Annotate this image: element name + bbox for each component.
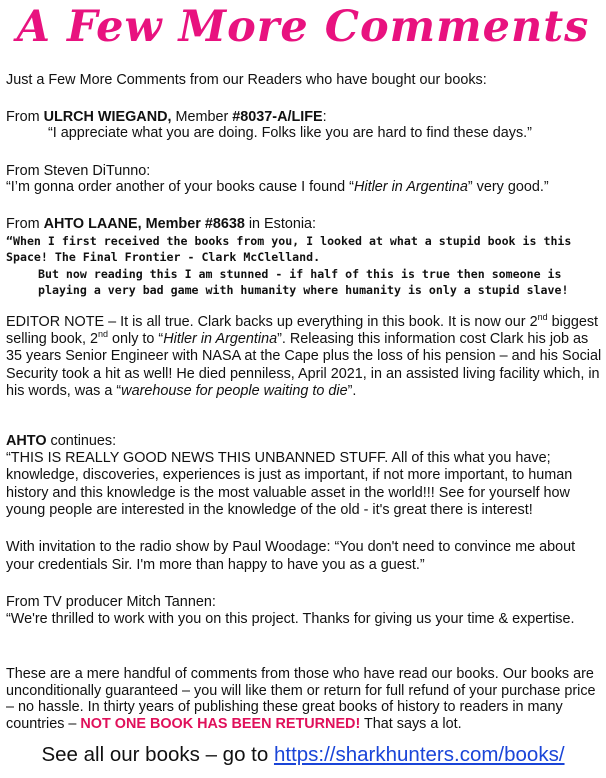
colon: :	[322, 109, 327, 125]
tannen-heading: From TV producer Mitch Tannen:	[6, 594, 216, 610]
comment-laane-heading	[6, 216, 602, 233]
from-label: From	[6, 216, 44, 232]
place: in Estonia:	[244, 216, 317, 232]
book-title: Hitler in Argentina	[353, 179, 468, 195]
superscript: nd	[537, 312, 548, 323]
editor-text: ”.	[347, 382, 357, 399]
comment-ditunno-quote	[6, 179, 602, 196]
comment-laane-quote	[6, 233, 602, 298]
quote-paragraph: “When I first received the books from you, I looked at what a stupid book is this Space! The Final Frontier - Clark McClelland.	[6, 234, 572, 265]
editor-text: EDITOR NOTE – It is all true. Clark backs up everything in this book. It is now our 2	[6, 314, 538, 330]
footer-text: See all our books – go to	[41, 743, 274, 766]
quoted-phrase: warehouse for people waiting to die	[121, 382, 348, 399]
editor-note	[6, 314, 602, 400]
comment-wiegand-quote: “I appreciate what you are doing. Folks like you are hard to find these days.”	[48, 125, 532, 141]
closing-text: These are a mere handful of comments from those who have read our books. Our books are unconditionally guaranteed – you will like them or return for full refund of your purchase price – no hassle. In thirty years of publishing these great books of history to readers in many countries –	[6, 666, 596, 732]
closing-text: That says a lot.	[360, 715, 462, 732]
tannen-quote: “We're thrilled to work with you on this project. Thanks for giving us your time & expertise.	[6, 611, 575, 627]
editor-text: ”. Releasing this information cost Clark his job as 35 years Senior Engineer with NASA at the Cape plus the loss of his pension – and his Social Security took a hit as well! He died penniless, April 2021, in an assisted living facility which, in his words, was a “	[6, 331, 602, 399]
closing-paragraph	[6, 666, 602, 732]
page-title: A Few More Comments	[16, 2, 590, 52]
member-number: #8037-A/LIFE	[232, 109, 323, 125]
commenter-name: AHTO	[6, 433, 47, 449]
continues-label: continues:	[46, 433, 117, 449]
superscript: nd	[98, 329, 109, 340]
woodage-comment: With invitation to the radio show by Paul Woodage: “You don't need to convince me about your credentials Sir. I'm more than happy to have you as a guest.”	[6, 539, 576, 573]
book-title: Hitler in Argentina	[163, 331, 278, 348]
books-link[interactable]: https://sharkhunters.com/books/	[273, 743, 565, 766]
editor-text: only to “	[108, 331, 164, 348]
editor-text: biggest selling book, 2	[6, 314, 599, 348]
intro-text: Just a Few More Comments from our Readers who have bought our books:	[6, 72, 487, 88]
commenter-name: ULRCH WIEGAND,	[43, 109, 172, 125]
quote-text: “I’m gonna order another of your books cause I found “	[6, 179, 354, 195]
member-label: Member	[171, 109, 233, 125]
comment-ditunno-heading: From Steven DiTunno:	[6, 163, 151, 179]
footer	[0, 742, 606, 768]
ahto-quote: “THIS IS REALLY GOOD NEWS THIS UNBANNED STUFF. All of this what you have; knowledge, discoveries, experiences is just as important, if not more important, to human history and this knowledge is the most valuable asset in the world!!! See for yourself how young people are interested in the knowledge of the old - it's great there is interest!	[6, 450, 573, 518]
ahto-heading	[6, 433, 602, 450]
commenter-name: AHTO LAANE, Member #8638	[43, 216, 245, 232]
quote-text: ” very good.”	[467, 179, 549, 195]
from-label: From	[6, 109, 44, 125]
comment-wiegand-heading	[6, 109, 602, 126]
quote-paragraph: But now reading this I am stunned - if half of this is true then someone is playing a very bad game with humanity where humanity is only a stupid slave!	[38, 266, 569, 297]
highlight-text: NOT ONE BOOK HAS BEEN RETURNED!	[80, 715, 361, 732]
